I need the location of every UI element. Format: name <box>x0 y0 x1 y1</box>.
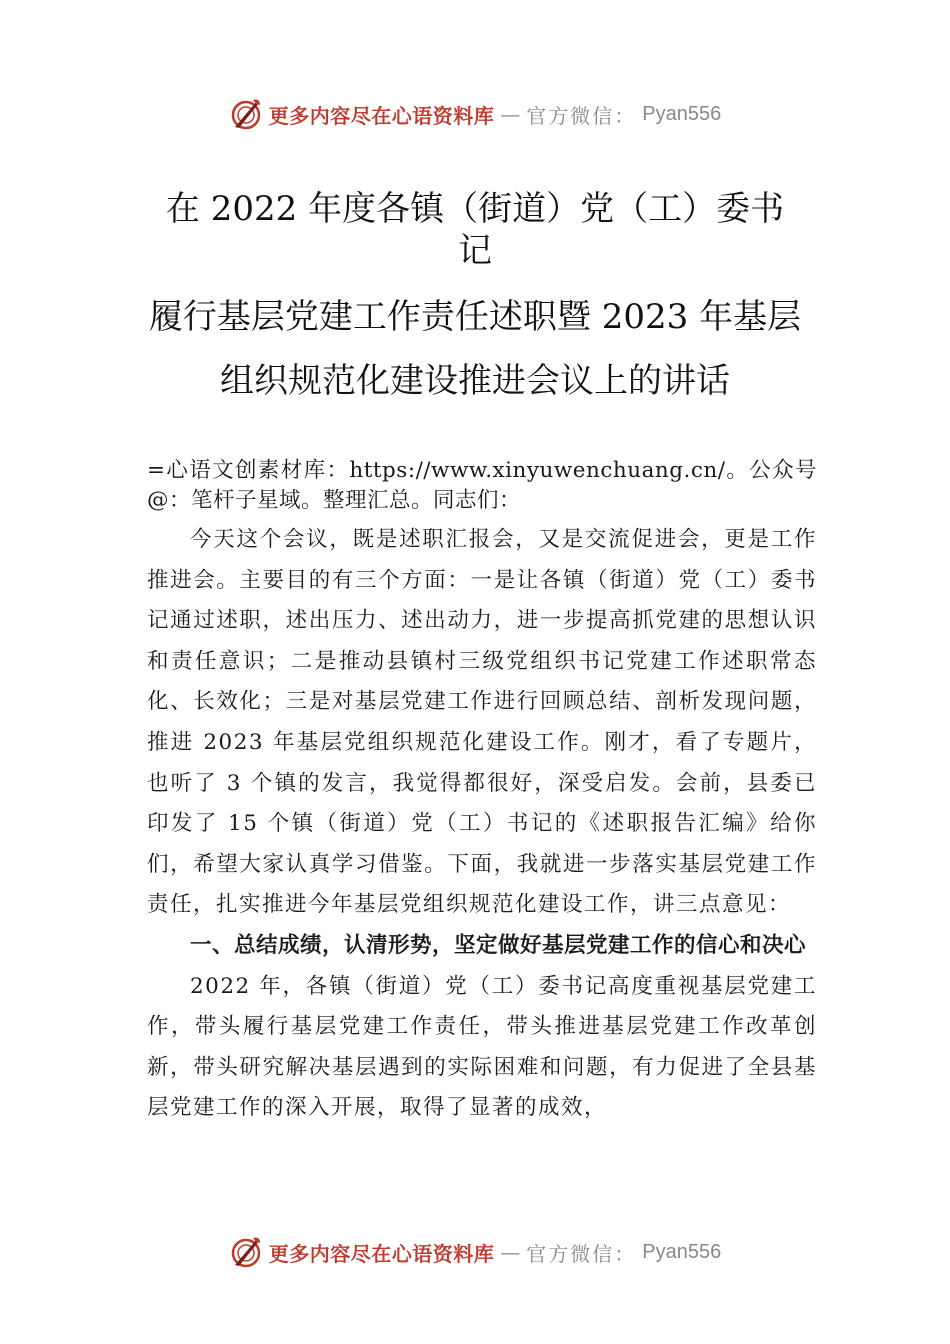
footer-wechat-id: Pyan556 <box>642 1240 722 1263</box>
header-banner <box>0 94 950 134</box>
quill-seal-icon <box>229 97 263 131</box>
document-title-line-2: 记 <box>458 231 492 271</box>
quill-seal-icon <box>229 1235 263 1269</box>
paragraph-intro: 今天这个会议，既是述职汇报会，又是交流促进会，更是工作推进会。主要目的有三个方面：一是让各镇（街道）党（工）委书记通过述职，述出压力、述出动力，进一步提高抓党建的思想认识和责任意识；二是推动县镇村三级党组织书记党建工作述职常态化、长效化；三是对基层党建工作进行回顾总结、剖析发现问题，推进 2023 年基层党组织规范化建设工作。刚才，看了专题片，也听了 3 个镇的发言，我觉得都很好，深受启发。会前，县委已印发了 15 个镇（街道）党（工）书记的《述职报告汇编》给你们，希望大家认真学习借鉴。下面，我就进一步落实基层党建工作责任，扎实推进今年基层党组织规范化建设工作，讲三点意见： <box>147 527 817 918</box>
banner-wechat-id: Pyan556 <box>642 102 722 125</box>
banner-wechat-label: 官方微信： <box>526 103 637 128</box>
banner-library-text: 更多内容尽在心语资料库 <box>268 103 495 128</box>
source-line: =心语文创素材库：https://www.xinyuwenchuang.cn/。公众号@：笔杆子星域。整理汇总。同志们： <box>147 458 817 513</box>
footer-wechat-label: 官方微信： <box>526 1241 637 1266</box>
banner-dash: — <box>500 102 521 126</box>
footer-dash: — <box>500 1240 521 1264</box>
section-heading-1: 一、总结成绩，认清形势，坚定做好基层党建工作的信心和决心 <box>190 932 807 958</box>
footer-banner <box>0 1232 950 1272</box>
document-title-line-1: 在 2022 年度各镇（街道）党（工）委书 <box>165 189 785 229</box>
paragraph-achievements: 2022 年，各镇（街道）党（工）委书记高度重视基层党建工作，带头履行基层党建工作责任，带头推进基层党建工作改革创新，带头研究解决基层遇到的实际困难和问题，有力促进了全县基层党建工作的深入开展，取得了显著的成效， <box>147 973 817 1121</box>
document-title-line-3: 履行基层党建工作责任述职暨 2023 年基层 <box>148 297 802 337</box>
document-body <box>147 456 817 1129</box>
footer-library-text: 更多内容尽在心语资料库 <box>268 1241 495 1266</box>
document-title-line-4: 组织规范化建设推进会议上的讲话 <box>220 361 730 401</box>
